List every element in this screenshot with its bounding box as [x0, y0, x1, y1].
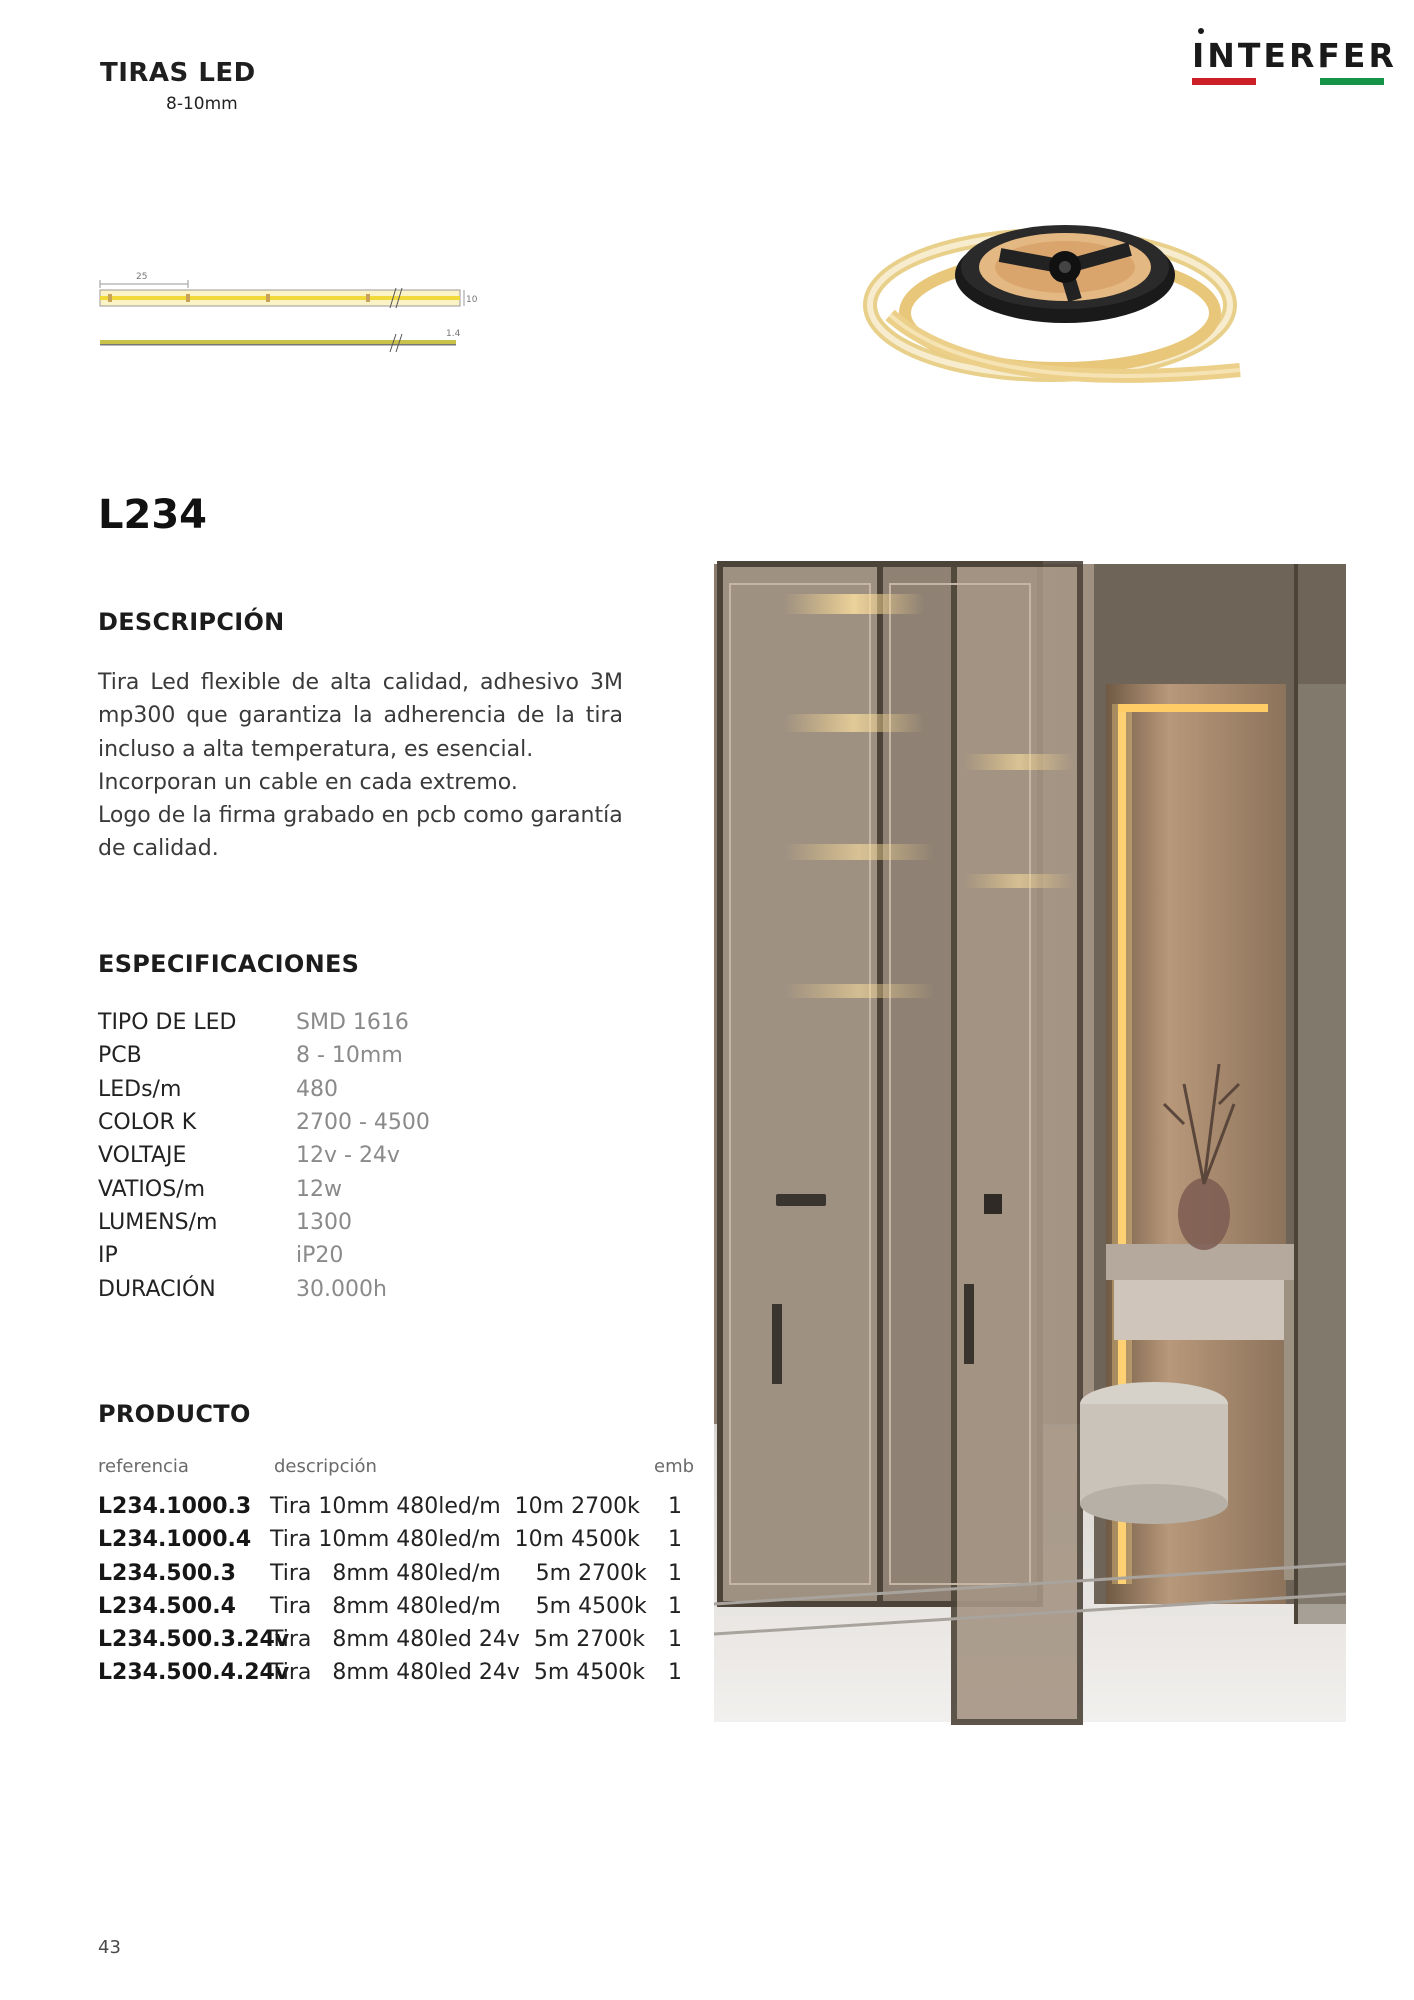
spec-value: 8 - 10mm [296, 1043, 403, 1069]
column-header-emb: emb [654, 1456, 695, 1477]
strip-dimension-diagram [96, 268, 476, 358]
brand-name: INTERFER [1192, 36, 1397, 75]
specs-heading: ESPECIFICACIONES [98, 950, 360, 978]
specs-table [98, 1006, 518, 1306]
spec-label: PCB [98, 1043, 142, 1069]
dim-length-label: 25 [136, 272, 148, 282]
product-desc: Tira 10mm 480led/m 10m 2700k [270, 1494, 640, 1519]
spec-row [98, 1139, 518, 1172]
spec-row [98, 1006, 518, 1039]
spec-row [98, 1073, 518, 1106]
table-row [98, 1625, 698, 1658]
spec-label: COLOR K [98, 1110, 197, 1136]
table-row [98, 1559, 698, 1592]
dim-width-label: 10 [466, 295, 478, 305]
spec-value: iP20 [296, 1243, 344, 1269]
product-code: L234 [98, 492, 207, 538]
spec-label: TIPO DE LED [98, 1010, 237, 1036]
description-line: Logo de la firma grabado en pcb como garantía [98, 803, 623, 829]
section-subtitle: 8-10mm [166, 94, 238, 114]
column-header-ref: referencia [98, 1456, 189, 1477]
spec-value: 12w [296, 1176, 342, 1202]
products-table [98, 1492, 698, 1692]
spec-value: 12v - 24v [296, 1143, 400, 1169]
product-desc: Tira 8mm 480led/m 5m 4500k [270, 1593, 647, 1619]
dim-thickness-label: 1.4 [446, 329, 461, 339]
product-emb: 1 [668, 1560, 682, 1586]
brand-logo [1192, 26, 1397, 86]
spec-label: DURACIÓN [98, 1276, 216, 1302]
spec-row [98, 1039, 518, 1072]
products-table-header [98, 1456, 698, 1480]
spec-value: 2700 - 4500 [296, 1110, 430, 1136]
product-ref: L234.500.4.24v [98, 1660, 290, 1686]
product-emb: 1 [668, 1627, 682, 1653]
product-desc: Tira 8mm 480led 24v 5m 4500k [270, 1660, 645, 1686]
spec-row [98, 1206, 518, 1239]
product-ref: L234.500.3 [98, 1560, 236, 1586]
product-ref: L234.500.4 [98, 1593, 236, 1619]
column-header-desc: descripción [274, 1456, 377, 1477]
led-reel-image [860, 205, 1260, 405]
spec-row [98, 1239, 518, 1272]
product-emb: 1 [668, 1494, 682, 1519]
description-line: incluso a alta temperatura, es esencial. [98, 736, 534, 762]
spec-label: LEDs/m [98, 1076, 182, 1102]
spec-value: SMD 1616 [296, 1010, 409, 1036]
table-row [98, 1658, 698, 1691]
spec-label: VATIOS/m [98, 1176, 206, 1202]
brand-flag-stripe [1192, 78, 1384, 85]
table-row [98, 1492, 698, 1525]
product-desc: Tira 8mm 480led/m 5m 2700k [270, 1560, 647, 1586]
spec-label: VOLTAJE [98, 1143, 187, 1169]
description-text [98, 666, 623, 866]
product-desc: Tira 10mm 480led/m 10m 4500k [270, 1527, 640, 1553]
description-line: Tira Led flexible de alta calidad, adhesivo 3M [98, 670, 623, 695]
interior-photo [714, 564, 1346, 1722]
section-title: TIRAS LED [100, 58, 256, 88]
description-heading: DESCRIPCIÓN [98, 608, 285, 636]
product-emb: 1 [668, 1527, 682, 1553]
spec-value: 480 [296, 1076, 338, 1102]
product-ref: L234.1000.3 [98, 1494, 252, 1519]
product-emb: 1 [668, 1593, 682, 1619]
spec-row [98, 1272, 518, 1305]
table-row [98, 1592, 698, 1625]
spec-label: LUMENS/m [98, 1209, 218, 1235]
spec-label: IP [98, 1243, 118, 1269]
product-emb: 1 [668, 1660, 682, 1686]
spec-row [98, 1106, 518, 1139]
product-desc: Tira 8mm 480led 24v 5m 2700k [270, 1627, 645, 1653]
table-row [98, 1525, 698, 1558]
spec-value: 30.000h [296, 1276, 387, 1302]
product-ref: L234.1000.4 [98, 1527, 252, 1553]
description-line: de calidad. [98, 836, 219, 862]
description-line: mp300 que garantiza la adherencia de la tira [98, 703, 623, 729]
description-line: Incorporan un cable en cada extremo. [98, 769, 518, 795]
products-heading: PRODUCTO [98, 1400, 251, 1428]
spec-value: 1300 [296, 1209, 352, 1235]
page-number: 43 [98, 1937, 121, 1958]
product-ref: L234.500.3.24v [98, 1627, 290, 1653]
spec-row [98, 1172, 518, 1205]
